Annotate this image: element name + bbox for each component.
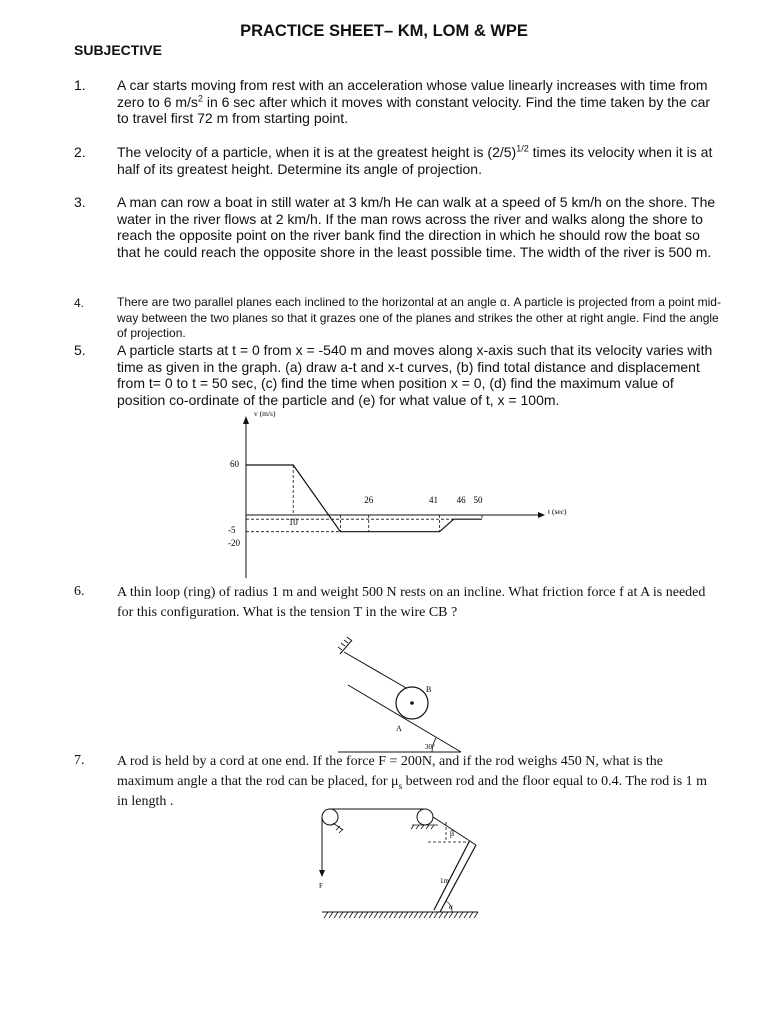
question-7-number: 7. [74, 753, 85, 768]
question-2-superscript: 1/2 [516, 143, 529, 154]
question-5-number: 5. [74, 342, 86, 358]
left-pulley [322, 809, 338, 825]
question-1-number: 1. [74, 77, 86, 93]
rod-edge-2 [434, 842, 469, 910]
x-axis-label: t (sec) [548, 507, 567, 516]
question-7-subscript: s [398, 780, 403, 791]
question-7-text-a: A rod is held by a cord at one end. If the force F = 200N, and if the rod weighs 450 N, what is the maximum angle a that the rod can be placed, for μ [117, 754, 663, 789]
question-2-text-b: times its velocity when it is at half of its greatest height. Determine its angle of projection. [117, 144, 713, 177]
question-4-text: There are two parallel planes each inclined to the horizontal at an angle α. A particle is projected from a point mid-way between the two planes so that it grazes one of the planes and strikes the other at right angle. Find the angle of projection. [117, 295, 721, 340]
question-6-number: 6. [74, 584, 85, 599]
page-title: PRACTICE SHEET– KM, LOM & WPE [240, 22, 528, 40]
force-arrow-head [319, 870, 325, 877]
question-1-superscript: 2 [197, 92, 203, 103]
question-3-text: A man can row a boat in still water at 3 km/h He can walk at a speed of 5 km/h on the shore. The water in the river flows at 2 km/h. If the man rows across the river and walks along the shore to reach the opposite point on the river bank find the direction in which he should row the boat so that he could reach the opposite shore in the least possible time. The width of the river is 500 m. [117, 194, 716, 260]
question-6-text: A thin loop (ring) of radius 1 m and weight 500 N rests on an incline. What friction force f at A is needed for this configuration. What is the tension T in the wire CB ? [117, 585, 706, 620]
question-7-text-b: between rod and the floor equal to 0.4. The rod is 1 m in length . [117, 774, 708, 809]
label-alpha: α [449, 903, 453, 911]
y-tick-label-minus5: -5 [228, 525, 236, 535]
floor-hatch [324, 912, 478, 918]
label-f: F [319, 882, 323, 890]
angle-label: 30° [425, 743, 435, 751]
question-5-text: A particle starts at t = 0 from x = -540 m and moves along x-axis such that its velocity varies with time as given in the graph. (a) draw a-t and x-t curves, (b) find total distance and displacement from t= 0 to t = 50 sec, (c) find the time when position x = 0, (d) find the maximum value of position co-ordinate of the particle and (e) for what value of t, x = 100m. [117, 342, 713, 408]
y-axis-label: v (m/s) [254, 409, 276, 418]
y-tick-label-minus20: -20 [228, 538, 240, 548]
pulley-mount-hatch-right [411, 825, 438, 829]
question-2-number: 2. [74, 144, 86, 160]
pulley-mount-hatch-left [333, 823, 343, 833]
cord-to-rod [433, 817, 476, 845]
section-heading: SUBJECTIVE [74, 42, 162, 58]
question-1-text-a: A car starts moving from rest with an acceleration whose value linearly increases with time from zero to 6 m/s [117, 77, 708, 110]
x-tick-label-10: 10 [288, 517, 298, 527]
x-tick-label-26: 26 [364, 495, 374, 505]
question-2-text-a: The velocity of a particle, when it is at the greatest height is (2/5) [117, 144, 517, 160]
label-length: 1m [440, 877, 449, 885]
question-1-text-b: in 6 sec after which it moves with constant velocity. Find the time taken by the car to travel first 72 m from starting point. [117, 93, 711, 126]
label-a: A [396, 724, 402, 733]
label-b: B [426, 685, 432, 694]
label-beta: β [450, 829, 455, 838]
right-pulley [417, 809, 433, 825]
x-tick-label-41: 41 [429, 495, 439, 505]
x-tick-label-50: 50 [473, 495, 483, 505]
y-tick-label-60: 60 [230, 459, 239, 469]
x-tick-label-46: 46 [456, 495, 466, 505]
question-4-number: 4. [74, 296, 85, 310]
question-3-number: 3. [74, 194, 86, 210]
